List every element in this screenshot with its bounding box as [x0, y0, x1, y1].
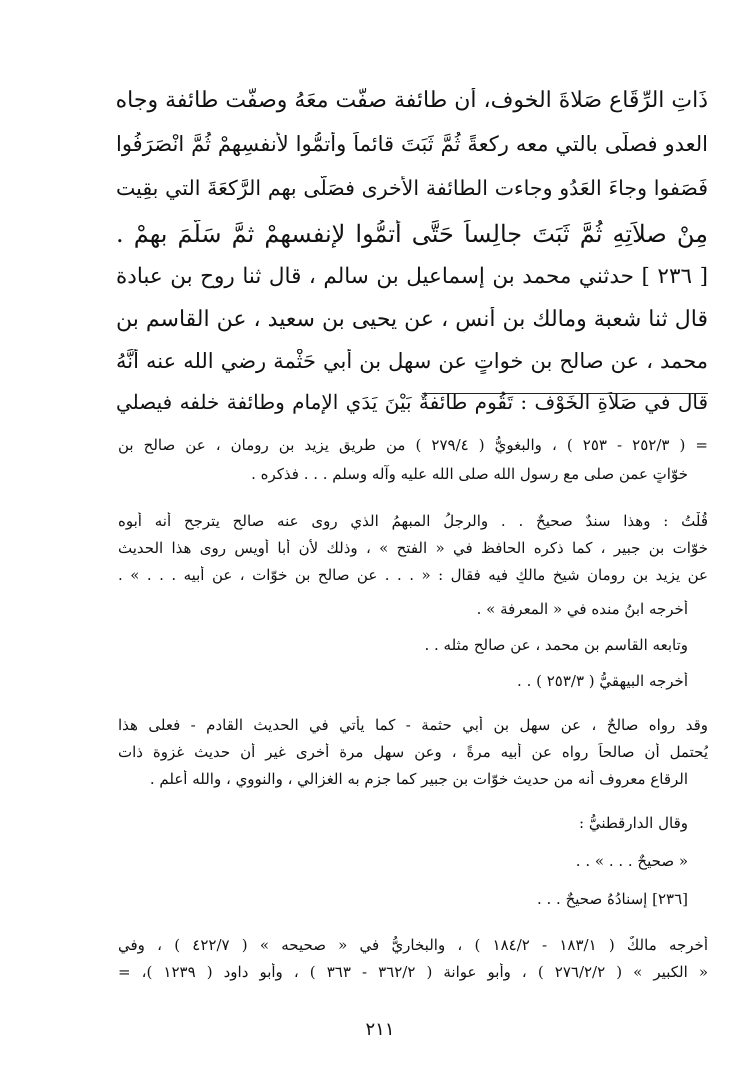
footnote-line: يُحتمل أن صالحاً رواه عن أبيه مرةً ، وعن سهلٍ مرة أخرى غير أن حديث غزوة ذات [118, 743, 708, 761]
main-text-line: قال ثنا شعبة ومالك بن أنسٍ ، عن يحيى بن سعيد ، عن القاسم بن [116, 307, 708, 332]
footnote-isnad-line: [٢٣٦] إسنادُهُ صحيحٌ . . . [536, 890, 688, 908]
footnote-line: وقال الدارقطنيُّ : [579, 814, 688, 832]
footnote-line: « الكبير » ( ٢٧٦/٢/٢ ) ، وأبو عوانة ( ٣٦٢/٢ - ٣٦٣ ) ، وأبو داود ( ١٢٣٩ )، = [118, 963, 708, 981]
footnote-line: أخرجه البيهقيُّ ( ٢٥٣/٣ ) . . [517, 672, 688, 690]
main-text-line: محمد ، عن صالح بن خواتٍ عن سهل بن أبي حَثْمة رضي الله عنه أنَّهُ [116, 349, 708, 373]
footnote-line: = ( ٢٥٢/٣ - ٢٥٣ ) ، والبغويُّ ( ٢٧٩/٤ ) من طريق يزيد بن رومان ، عن صالح بن [118, 436, 708, 454]
main-text-line: قال في صَلاَةِ الخَوْف : تَقُوم طائفةٌ بَيْنَ يَدَي الإمام وطائفة خلفه فيصلي [116, 390, 708, 414]
main-text-line: ذَاتِ الرِّقَاعِ صَلاةَ الخوف، أن طائفة صفَّت معَهُ وصفَّت طائفة وجاه [116, 88, 708, 113]
footnote-line: وقد رواه صالحٌ ، عن سهل بن أبي حثمة - كما يأتي في الحديث القادم - فعلى هذا [118, 716, 708, 734]
main-text-line: مِنْ صلاَتِهِ ثُمَّ ثَبَتَ جالِساً حَتَّى أتمُّوا لإنفسهِمْ ثمَّ سَلَّمَ بهِمْ . [116, 220, 708, 248]
footnote-line: خوّاتٍ عمن صلى مع رسول الله صلى الله عليه وآله وسلم . . . فذكره . [251, 465, 688, 483]
footnote-line: الرقاع معروف أنه من حديث خوّات بن جبير كما جزم به الغزالي ، والنووي ، والله أعلم . [149, 770, 688, 788]
footnote-line: وتابعه القاسم بن محمد ، عن صالحٍ مثله . . [424, 636, 688, 654]
main-text-line: فَصَفوا وجاءَ العَدُو وجاءت الطائفة الأخرى فصَلَّى بهِم الرَّكعَةَ التي بقِيت [116, 176, 708, 200]
footnote-line: « صحيحٌ . . . » . . [575, 852, 688, 870]
page-number: ٢١١ [365, 1019, 395, 1040]
main-text-line: العدو فصلَّى بالتي معه ركعةً ثُمَّ ثَبَتَ قائماً وأتمُّوا لأنفسِهِمْ ثُمَّ انْصَرَفُوا [116, 132, 708, 156]
footnote-line: عن يزيد بن رومان شيخ مالكٍ فيه فقال : « . . . عن صالح بن خوّات ، عن أبيه . . . » . [118, 566, 708, 584]
footnote-line: خوّات بن جبير ، كما ذكره الحافظ في « الفتح » ، وذلك لأن أبا أويس روى هذا الحديث [118, 539, 708, 557]
footnote-line: أخرجه ابنُ منده في « المعرفة » . [476, 600, 688, 618]
hadith-236-line: [ ٢٣٦ ] حدثني محمد بن إسماعيل بن سالم ، قال ثنا روح بن عبادة [116, 264, 708, 289]
footnote-line: قُلْتُ : وهذا سندٌ صحيحٌ . . والرجلُ المبهمُ الذي روى عنه صالح يترجح أنه أبوه [118, 512, 708, 530]
footnote-line: أخرجه مالكٌ ( ١٨٣/١ - ١٨٤/٢ ) ، والبخاريُّ في « صحيحه » ( ٤٢٢/٧ ) ، وفي [118, 936, 708, 954]
footnote-divider [422, 393, 708, 394]
